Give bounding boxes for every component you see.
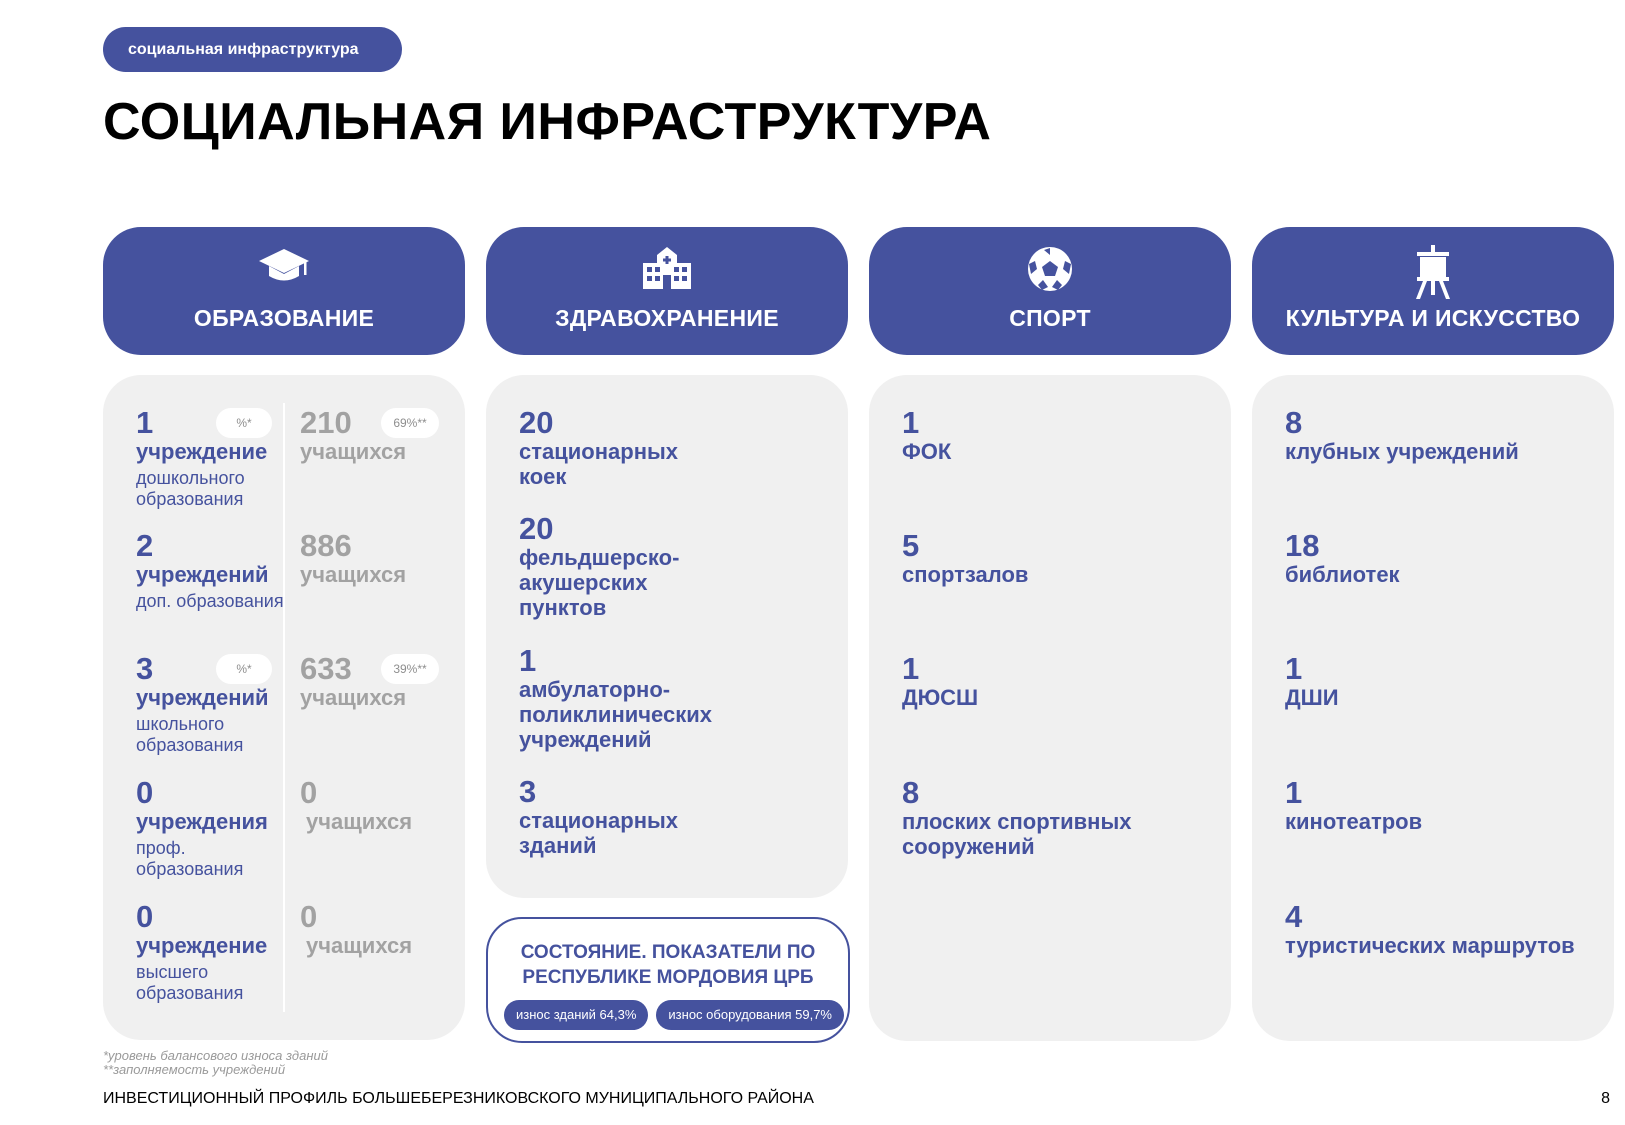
edu-vocational bbox=[136, 777, 286, 880]
sport-item bbox=[902, 777, 1152, 859]
students-label: учащихся bbox=[300, 562, 407, 587]
buildings-wear-chip: износ зданий 64,3% bbox=[504, 1000, 648, 1030]
count: 1 bbox=[1285, 775, 1303, 810]
count: 18 bbox=[1285, 528, 1320, 563]
condition-title: СОСТОЯНИЕ. ПОКАЗАТЕЛИ ПО РЕСПУБЛИКЕ МОРДОВИЯ ЦРБ bbox=[520, 942, 816, 988]
label: амбулаторно-поликлинических учреждений bbox=[519, 677, 712, 752]
label: туристических маршрутов bbox=[1285, 933, 1575, 958]
equipment-wear-chip: износ оборудования 59,7% bbox=[656, 1000, 844, 1030]
culture-item bbox=[1285, 777, 1605, 834]
header-health bbox=[486, 227, 848, 355]
page-title: СОЦИАЛЬНАЯ ИНФРАСТРУКТУРА bbox=[103, 93, 992, 151]
students-label: учащихся bbox=[306, 933, 413, 958]
sport-item bbox=[902, 530, 1222, 587]
count: 8 bbox=[902, 775, 920, 810]
label: библиотек bbox=[1285, 562, 1400, 587]
health-item bbox=[519, 776, 719, 858]
students-label: учащихся bbox=[306, 809, 413, 834]
label: спортзалов bbox=[902, 562, 1029, 587]
label: фельдшерско-акушерских пунктов bbox=[519, 545, 680, 620]
soccer-ball-icon bbox=[869, 245, 1231, 295]
label: плоских спортивных сооружений bbox=[902, 809, 1132, 859]
education-panel bbox=[103, 375, 465, 1040]
description: проф. образования bbox=[136, 838, 244, 879]
unit: учреждение bbox=[136, 439, 268, 464]
students-count: 0 bbox=[300, 899, 318, 934]
header-health-label: ЗДРАВОХРАНЕНИЕ bbox=[555, 305, 779, 331]
count: 1 bbox=[136, 405, 154, 440]
label: кинотеатров bbox=[1285, 809, 1423, 834]
description: высшего образования bbox=[136, 962, 244, 1003]
sport-item bbox=[902, 653, 1222, 710]
culture-item bbox=[1285, 901, 1605, 958]
count: 5 bbox=[902, 528, 920, 563]
wear-badge: %* bbox=[216, 654, 272, 684]
count: 0 bbox=[136, 775, 154, 810]
description: школьного образования bbox=[136, 714, 244, 755]
count: 1 bbox=[902, 405, 920, 440]
description: доп. образования bbox=[136, 591, 284, 611]
label: стационарных зданий bbox=[519, 808, 679, 858]
label: ФОК bbox=[902, 439, 952, 464]
culture-item bbox=[1285, 653, 1605, 710]
header-education bbox=[103, 227, 465, 355]
count: 2 bbox=[136, 528, 154, 563]
health-item bbox=[519, 645, 719, 752]
header-education-label: ОБРАЗОВАНИЕ bbox=[193, 305, 375, 331]
culture-panel bbox=[1252, 375, 1614, 1041]
hospital-icon bbox=[486, 245, 848, 295]
students-count: 0 bbox=[300, 775, 318, 810]
count: 1 bbox=[519, 643, 537, 678]
edu-additional-students bbox=[300, 530, 450, 587]
header-culture-label: КУЛЬТУРА И ИСКУССТВО bbox=[1285, 305, 1581, 331]
label: ДШИ bbox=[1285, 685, 1339, 710]
count: 8 bbox=[1285, 405, 1303, 440]
footer-title: ИНВЕСТИЦИОННЫЙ ПРОФИЛЬ БОЛЬШЕБЕРЕЗНИКОВСКОГО МУНИЦИПАЛЬНОГО РАЙОНА bbox=[103, 1090, 814, 1107]
sport-panel bbox=[869, 375, 1231, 1041]
count: 20 bbox=[519, 405, 554, 440]
health-item bbox=[519, 407, 719, 489]
unit: учреждений bbox=[136, 562, 269, 587]
health-panel bbox=[486, 375, 848, 898]
occupancy-badge: 39%** bbox=[381, 654, 439, 684]
description: дошкольного образования bbox=[136, 468, 245, 509]
label: ДЮСШ bbox=[902, 685, 979, 710]
count: 1 bbox=[902, 651, 920, 686]
label: стационарных коек bbox=[519, 439, 679, 489]
unit: учреждения bbox=[136, 809, 268, 834]
count: 4 bbox=[1285, 899, 1303, 934]
sport-item bbox=[902, 407, 1222, 464]
header-sport bbox=[869, 227, 1231, 355]
culture-item bbox=[1285, 530, 1605, 587]
footnote-wear: *уровень балансового износа зданий bbox=[103, 1048, 328, 1063]
edu-vocational-students bbox=[300, 777, 450, 834]
students-count: 886 bbox=[300, 528, 352, 563]
edu-additional bbox=[136, 530, 286, 612]
unit: учреждение bbox=[136, 933, 268, 958]
section-tag: социальная инфраструктура bbox=[103, 27, 402, 72]
count: 3 bbox=[136, 651, 154, 686]
students-count: 633 bbox=[300, 651, 352, 686]
header-sport-label: СПОРТ bbox=[1009, 305, 1091, 331]
count: 0 bbox=[136, 899, 154, 934]
condition-box bbox=[486, 917, 850, 1043]
graduation-cap-icon bbox=[103, 245, 465, 295]
wear-badge: %* bbox=[216, 408, 272, 438]
count: 20 bbox=[519, 511, 554, 546]
label: клубных учреждений bbox=[1285, 439, 1519, 464]
students-label: учащихся bbox=[300, 685, 407, 710]
culture-item bbox=[1285, 407, 1605, 464]
occupancy-badge: 69%** bbox=[381, 408, 439, 438]
footnote-occupancy: **заполняемость учреждений bbox=[103, 1062, 286, 1077]
count: 3 bbox=[519, 774, 537, 809]
edu-higher-students bbox=[300, 901, 450, 958]
page-number: 8 bbox=[1601, 1090, 1610, 1107]
unit: учреждений bbox=[136, 685, 269, 710]
header-culture bbox=[1252, 227, 1614, 355]
students-label: учащихся bbox=[300, 439, 407, 464]
count: 1 bbox=[1285, 651, 1303, 686]
edu-higher bbox=[136, 901, 286, 1004]
students-count: 210 bbox=[300, 405, 352, 440]
health-item bbox=[519, 513, 709, 620]
easel-icon bbox=[1252, 245, 1614, 295]
